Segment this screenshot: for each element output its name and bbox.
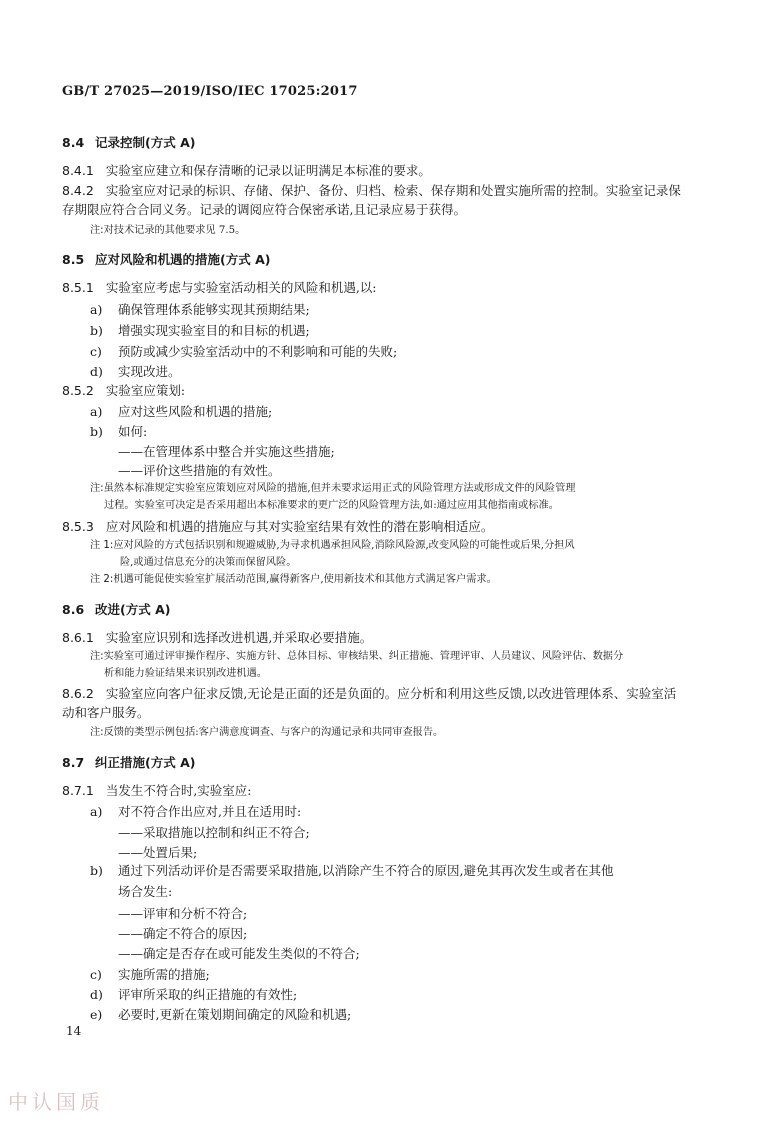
list-text: 对不符合作出应对,并且在适用时: [118,804,302,819]
note-text: 对技术记录的其他要求见 7.5。 [103,225,246,236]
list-text: 评审所采取的纠正措施的有效性; [118,987,298,1002]
clause-text: 应对风险和机遇的措施应与其对实验室结果有效性的潜在影响相适应。 [105,519,494,534]
clause-text: 当发生不符合时,实验室应: [105,783,252,798]
clause-number: 8.4.1 [62,163,94,178]
clause-8-6-2 [62,684,688,722]
list-marker: a) [90,302,103,317]
list-marker: a) [90,804,103,819]
watermark: 中认国质 [8,1090,104,1114]
list-item-8-7-1-b [90,860,680,902]
note-label: 注: [90,225,104,236]
list-marker: b) [90,424,103,439]
list-text: 必要时,更新在策划期间确定的风险和机遇; [118,1007,352,1022]
section-title: 改进(方式 A) [95,602,171,617]
note-8-4-2 [90,222,690,239]
list-marker: b) [90,863,103,878]
section-number: 8.6 [62,602,85,617]
note-text: 反馈的类型示例包括:客户满意度调查、与客户的沟通记录和共同审查报告。 [103,727,444,738]
note-text: 机遇可能促使实验室扩展活动范围,赢得新客户,使用新技术和其他方式满足客户需求。 [113,574,497,585]
clause-text: 实验室应向客户征求反馈,无论是正面的还是负面的。应分析和利用这些反馈,以改进管理体系、实验室活动和客户服务。 [62,686,677,720]
clause-8-7-1 [62,781,688,800]
list-item-8-7-1-c [90,965,210,983]
list-text: 增强实现实验室目的和目标的机遇; [118,323,310,338]
list-marker: d) [90,364,103,379]
clause-number: 8.5.1 [62,280,94,295]
note-text-cont: 险,或通过信息充分的决策而保留风险。 [120,557,297,568]
list-marker: d) [90,987,103,1002]
section-title: 应对风险和机遇的措施(方式 A) [95,252,271,267]
section-title: 记录控制(方式 A) [95,135,196,150]
list-marker: c) [90,967,102,982]
list-text: 应对这些风险和机遇的措施; [118,404,273,419]
list-text-cont: 场合发生: [118,884,173,899]
clause-number: 8.4.2 [62,183,94,198]
clause-text: 实验室应考虑与实验室活动相关的风险和机遇,以: [105,280,377,295]
section-number: 8.7 [62,755,85,770]
note-label: 注 1: [90,540,114,551]
list-item-8-5-1-a [90,300,310,318]
list-item-8-7-1-d [90,985,297,1003]
list-text: 确保管理体系能够实现其预期结果; [118,302,310,317]
list-marker: a) [90,404,103,419]
clause-number: 8.5.2 [62,383,94,398]
clause-number: 8.6.2 [62,686,94,701]
list-text: 实施所需的措施; [118,967,210,982]
clause-8-4-2 [62,181,688,219]
dash-item: ——在管理体系中整合并实施这些措施; [118,444,335,459]
list-text: 通过下列活动评价是否需要采取措施,以消除产生不符合的原因,避免其再次发生或者在其他 [118,863,614,878]
note-text: 应对风险的方式包括识别和规避威胁,为寻求机遇承担风险,消除风险源,改变风险的可能性或后果,分担风 [113,540,575,551]
note-8-5-3-2 [90,571,690,588]
clause-8-4-1 [62,161,688,180]
note-8-6-2 [90,724,690,741]
dash-item: ——处置后果; [118,845,198,860]
clause-number: 8.7.1 [62,783,94,798]
section-title: 纠正措施(方式 A) [95,755,196,770]
clause-text: 实验室应对记录的标识、存储、保护、备份、归档、检索、保存期和处置实施所需的控制。实验室记录保存期限应符合合同义务。记录的调阅应符合保密承诺,且记录应易于获得。 [62,183,681,217]
list-marker: e) [90,1007,103,1022]
list-text: 预防或减少实验室活动中的不利影响和可能的失败; [118,344,398,359]
list-item-8-5-1-d [90,362,181,380]
section-heading-8-7 [62,753,195,771]
note-label: 注 2: [90,574,114,585]
note-8-5-3-1 [90,537,690,571]
list-text: 实现改进。 [118,364,181,379]
list-item-8-7-1-a [90,802,301,820]
note-text-cont: 过程。实验室可决定是否采用超出本标准要求的更广泛的风险管理方法,如:通过应用其他指南或标准。 [104,500,559,511]
clause-8-6-1 [62,628,688,647]
list-text: 如何: [118,424,148,439]
section-number: 8.5 [62,252,85,267]
clause-text: 实验室应策划: [105,383,186,398]
note-label: 注: [90,483,104,494]
clause-number: 8.5.3 [62,519,94,534]
dash-item: ——评审和分析不符合; [118,906,248,921]
clause-text: 实验室应识别和选择改进机遇,并采取必要措施。 [105,630,373,645]
clause-8-5-3 [62,517,688,536]
note-label: 注: [90,651,104,662]
clause-number: 8.6.1 [62,630,94,645]
list-item-8-5-1-c [90,342,397,360]
list-item-8-5-2-a [90,402,272,420]
dash-item: ——采取措施以控制和纠正不符合; [118,825,310,840]
note-text-cont: 析和能力验证结果来识别改进机遇。 [104,668,267,679]
dash-item: ——确定是否存在或可能发生类似的不符合; [118,946,360,961]
section-heading-8-6 [62,600,170,618]
document-header: GB/T 27025—2019/ISO/IEC 17025:2017 [62,84,358,99]
list-item-8-7-1-e [90,1005,351,1023]
list-marker: c) [90,344,102,359]
note-text: 实验室可通过评审操作程序、实施方针、总体目标、审核结果、纠正措施、管理评审、人员建议、风险评估、数据分 [103,651,624,662]
section-heading-8-5 [62,250,270,268]
page-number: 14 [66,1024,82,1038]
section-heading-8-4 [62,133,195,151]
dash-item: ——确定不符合的原因; [118,926,248,941]
note-text: 虽然本标准规定实验室应策划应对风险的措施,但并未要求运用正式的风险管理方法或形成文件的风险管理 [103,483,576,494]
note-label: 注: [90,727,104,738]
list-item-8-5-1-b [90,321,310,339]
list-item-8-5-2-b [90,422,147,440]
dash-item: ——评价这些措施的有效性。 [118,463,281,478]
note-8-5-2 [90,480,690,514]
clause-8-5-1 [62,278,688,297]
section-number: 8.4 [62,135,85,150]
note-8-6-1 [90,648,690,682]
list-marker: b) [90,323,103,338]
clause-text: 实验室应建立和保存清晰的记录以证明满足本标准的要求。 [105,163,431,178]
clause-8-5-2 [62,381,688,400]
